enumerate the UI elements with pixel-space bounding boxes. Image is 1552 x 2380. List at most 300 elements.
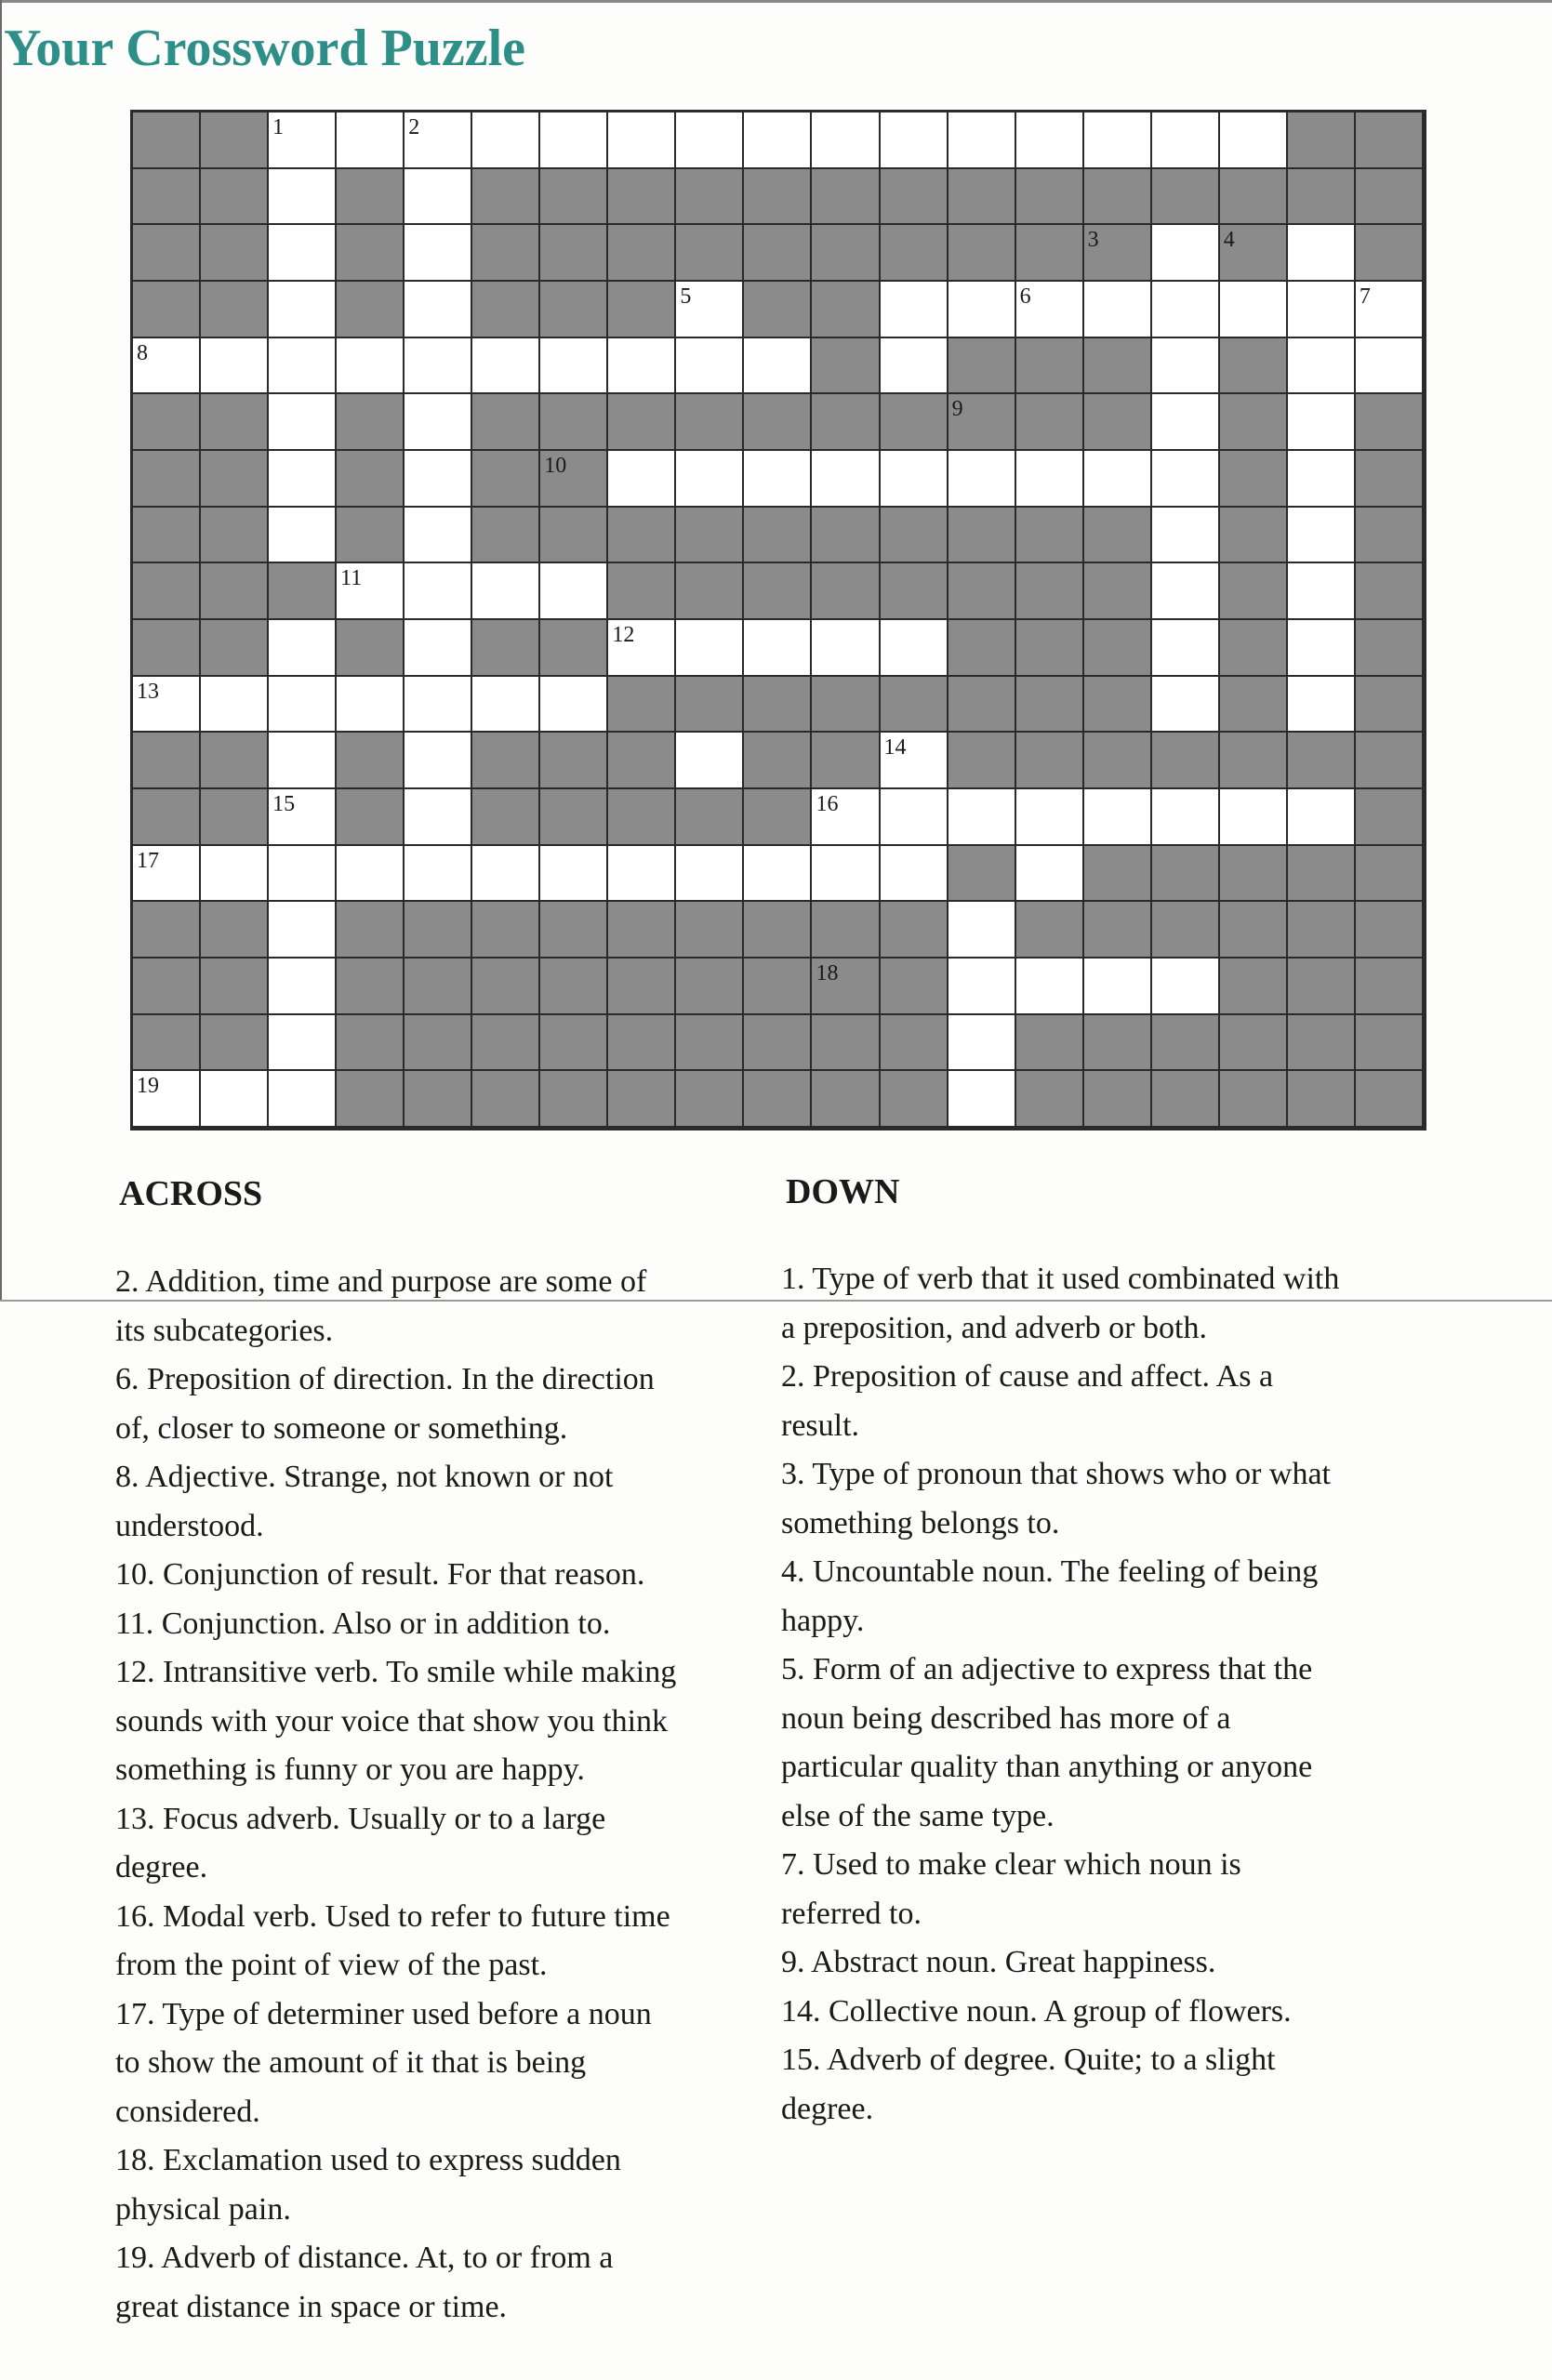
clue-number: 13	[137, 679, 159, 704]
grid-cell-open[interactable]	[201, 677, 269, 734]
grid-cell-open[interactable]	[405, 394, 472, 451]
grid-cell-open[interactable]	[881, 112, 948, 169]
grid-cell-open[interactable]	[744, 620, 812, 677]
grid-cell-open[interactable]	[1288, 620, 1356, 677]
grid-cell-block	[540, 620, 608, 677]
grid-cell-block	[608, 563, 676, 620]
grid-cell-block	[201, 789, 269, 846]
grid-cell-open[interactable]	[1152, 563, 1220, 620]
grid-cell-block	[881, 677, 948, 734]
grid-cell-block	[812, 225, 880, 282]
grid-cell-block	[269, 563, 337, 620]
grid-cell-block	[1220, 169, 1288, 226]
grid-cell-open[interactable]	[269, 1071, 337, 1128]
grid-cell-open[interactable]	[881, 451, 948, 508]
grid-cell-open[interactable]	[1288, 225, 1356, 282]
grid-cell-open[interactable]	[676, 338, 744, 395]
grid-cell-block	[948, 338, 1016, 395]
grid-cell-open[interactable]	[1016, 846, 1084, 903]
grid-cell-open[interactable]	[472, 677, 540, 734]
grid-cell-block	[812, 1071, 880, 1128]
grid-cell-block	[1220, 902, 1288, 959]
grid-cell-open[interactable]	[744, 338, 812, 395]
grid-cell-block	[1016, 563, 1084, 620]
grid-cell-open[interactable]	[472, 563, 540, 620]
grid-cell-open[interactable]	[676, 846, 744, 903]
grid-cell-open[interactable]	[1220, 789, 1288, 846]
grid-cell-open[interactable]	[405, 225, 472, 282]
grid-cell-block	[1356, 563, 1424, 620]
down-clue-line: 5. Form of an adjective to express that the	[781, 1652, 1313, 1686]
grid-cell-open[interactable]	[608, 846, 676, 903]
grid-cell-open[interactable]	[1084, 282, 1152, 338]
grid-cell-open[interactable]	[269, 846, 337, 903]
down-heading: DOWN	[786, 1172, 900, 1211]
grid-cell-block	[1152, 733, 1220, 789]
grid-cell-block	[133, 733, 201, 789]
grid-cell-block	[472, 282, 540, 338]
grid-cell-block	[1084, 563, 1152, 620]
grid-cell-open[interactable]	[1016, 789, 1084, 846]
grid-cell-block	[812, 902, 880, 959]
grid-cell-open[interactable]	[405, 846, 472, 903]
grid-cell-open[interactable]	[405, 620, 472, 677]
grid-cell-open[interactable]	[948, 282, 1016, 338]
grid-cell-block	[1288, 846, 1356, 903]
grid-cell-open[interactable]	[1220, 112, 1288, 169]
grid-cell-open[interactable]	[744, 451, 812, 508]
grid-cell-open[interactable]	[1016, 112, 1084, 169]
grid-cell-open[interactable]	[812, 846, 880, 903]
across-clue-line: great distance in space or time.	[115, 2289, 508, 2324]
grid-cell-block	[1016, 1071, 1084, 1128]
grid-cell-open[interactable]	[1152, 338, 1220, 395]
across-clue-line: 17. Type of determiner used before a noun	[115, 1996, 652, 2031]
grid-cell-block	[337, 733, 405, 789]
grid-cell-open[interactable]	[881, 620, 948, 677]
grid-cell-open[interactable]	[405, 789, 472, 846]
grid-cell-open[interactable]	[1152, 394, 1220, 451]
grid-cell-open[interactable]	[337, 677, 405, 734]
grid-cell-open[interactable]	[948, 959, 1016, 1015]
grid-cell-block	[133, 620, 201, 677]
grid-cell-block	[812, 282, 880, 338]
grid-cell-open[interactable]	[948, 789, 1016, 846]
grid-cell-block	[608, 169, 676, 226]
grid-cell-open[interactable]	[1356, 282, 1424, 338]
grid-cell-block	[1288, 959, 1356, 1015]
grid-cell-block	[133, 789, 201, 846]
grid-cell-block	[540, 451, 608, 508]
grid-cell-open[interactable]	[1152, 959, 1220, 1015]
grid-cell-block	[1220, 620, 1288, 677]
grid-cell-block	[1084, 733, 1152, 789]
clue-number: 15	[272, 791, 296, 816]
grid-cell-block	[676, 225, 744, 282]
across-clue-line: 18. Exclamation used to express sudden	[115, 2143, 621, 2177]
grid-cell-block	[1220, 394, 1288, 451]
grid-cell-open[interactable]	[337, 563, 405, 620]
grid-cell-open[interactable]	[133, 677, 201, 734]
grid-cell-open[interactable]	[1152, 508, 1220, 564]
grid-cell-open[interactable]	[269, 225, 337, 282]
down-clue-line: a preposition, and adverb or both.	[781, 1310, 1207, 1345]
grid-cell-block	[881, 959, 948, 1015]
grid-cell-open[interactable]	[1288, 282, 1356, 338]
grid-cell-block	[540, 789, 608, 846]
grid-cell-block	[133, 563, 201, 620]
grid-cell-open[interactable]	[676, 620, 744, 677]
grid-cell-block	[1084, 169, 1152, 226]
grid-cell-block	[337, 394, 405, 451]
grid-cell-block	[540, 1071, 608, 1128]
grid-cell-block	[337, 225, 405, 282]
grid-cell-block	[1220, 563, 1288, 620]
grid-cell-block	[744, 789, 812, 846]
grid-cell-open[interactable]	[948, 902, 1016, 959]
grid-cell-open[interactable]	[1220, 282, 1288, 338]
grid-cell-block	[1084, 620, 1152, 677]
grid-cell-block	[1152, 1071, 1220, 1128]
grid-cell-block	[337, 1071, 405, 1128]
grid-cell-open[interactable]	[1288, 338, 1356, 395]
grid-cell-block	[881, 1015, 948, 1072]
grid-cell-open[interactable]	[269, 959, 337, 1015]
grid-cell-block	[744, 508, 812, 564]
grid-cell-block	[337, 1015, 405, 1072]
grid-cell-block	[1016, 1015, 1084, 1072]
grid-cell-open[interactable]	[1288, 394, 1356, 451]
grid-cell-block	[608, 789, 676, 846]
down-clue-line: something belongs to.	[781, 1505, 1060, 1540]
grid-cell-open[interactable]	[201, 1071, 269, 1128]
grid-cell-open[interactable]	[1288, 508, 1356, 564]
grid-cell-block	[744, 563, 812, 620]
grid-cell-open[interactable]	[1288, 451, 1356, 508]
grid-cell-block	[608, 1015, 676, 1072]
grid-cell-open[interactable]	[201, 846, 269, 903]
grid-cell-open[interactable]	[405, 112, 472, 169]
grid-cell-open[interactable]	[337, 338, 405, 395]
grid-cell-block	[608, 394, 676, 451]
grid-cell-block	[1084, 225, 1152, 282]
grid-cell-open[interactable]	[133, 338, 201, 395]
grid-cell-block	[1356, 394, 1424, 451]
grid-cell-open[interactable]	[608, 112, 676, 169]
grid-cell-block	[201, 959, 269, 1015]
grid-cell-block	[133, 394, 201, 451]
grid-cell-open[interactable]	[269, 677, 337, 734]
grid-cell-open[interactable]	[948, 1071, 1016, 1128]
down-clue-line: result.	[781, 1408, 860, 1443]
across-clue-line: degree.	[115, 1850, 208, 1884]
left-edge-line	[0, 0, 2, 1302]
grid-cell-block	[812, 394, 880, 451]
grid-cell-open[interactable]	[812, 451, 880, 508]
grid-cell-open[interactable]	[269, 338, 337, 395]
grid-cell-block	[472, 169, 540, 226]
grid-cell-block	[1016, 225, 1084, 282]
grid-cell-open[interactable]	[1152, 225, 1220, 282]
grid-cell-block	[472, 959, 540, 1015]
grid-cell-open[interactable]	[472, 338, 540, 395]
grid-cell-open[interactable]	[676, 451, 744, 508]
grid-cell-open[interactable]	[269, 508, 337, 564]
grid-cell-open[interactable]	[540, 846, 608, 903]
grid-cell-block	[133, 508, 201, 564]
grid-cell-block	[812, 338, 880, 395]
across-clue-line: understood.	[115, 1508, 264, 1543]
grid-cell-block	[337, 620, 405, 677]
grid-cell-open[interactable]	[1084, 451, 1152, 508]
down-clue-line: 4. Uncountable noun. The feeling of being	[781, 1554, 1319, 1589]
grid-cell-open[interactable]	[1016, 282, 1084, 338]
grid-cell-open[interactable]	[881, 338, 948, 395]
across-clue-line: 6. Preposition of direction. In the direction	[115, 1362, 655, 1396]
grid-cell-block	[201, 1015, 269, 1072]
grid-cell-open[interactable]	[337, 846, 405, 903]
clue-number: 11	[340, 566, 363, 591]
grid-cell-block	[405, 959, 472, 1015]
grid-cell-block	[201, 563, 269, 620]
grid-cell-open[interactable]	[405, 451, 472, 508]
grid-cell-open[interactable]	[269, 1015, 337, 1072]
grid-cell-open[interactable]	[1152, 620, 1220, 677]
grid-cell-block	[1220, 846, 1288, 903]
grid-cell-open[interactable]	[405, 338, 472, 395]
grid-cell-block	[744, 902, 812, 959]
grid-cell-block	[201, 733, 269, 789]
grid-cell-open[interactable]	[1288, 677, 1356, 734]
grid-cell-block	[744, 394, 812, 451]
grid-cell-open[interactable]	[676, 733, 744, 789]
grid-cell-block	[1084, 394, 1152, 451]
grid-cell-block	[1356, 1071, 1424, 1128]
grid-cell-open[interactable]	[201, 338, 269, 395]
grid-cell-block	[405, 1015, 472, 1072]
grid-cell-block	[201, 508, 269, 564]
grid-cell-open[interactable]	[881, 846, 948, 903]
grid-cell-block	[1084, 338, 1152, 395]
grid-cell-open[interactable]	[540, 563, 608, 620]
grid-cell-block	[133, 169, 201, 226]
grid-cell-open[interactable]	[269, 789, 337, 846]
grid-cell-open[interactable]	[1356, 338, 1424, 395]
grid-cell-open[interactable]	[1084, 789, 1152, 846]
grid-cell-block	[540, 508, 608, 564]
grid-cell-block	[540, 394, 608, 451]
grid-cell-block	[948, 620, 1016, 677]
grid-cell-open[interactable]	[1288, 789, 1356, 846]
grid-cell-block	[1016, 733, 1084, 789]
grid-cell-open[interactable]	[269, 451, 337, 508]
grid-cell-block	[1356, 733, 1424, 789]
across-clue-line: physical pain.	[115, 2191, 291, 2227]
grid-cell-open[interactable]	[1016, 959, 1084, 1015]
clue-number: 7	[1359, 284, 1371, 309]
grid-cell-block	[337, 508, 405, 564]
grid-cell-open[interactable]	[472, 112, 540, 169]
grid-cell-block	[1356, 789, 1424, 846]
grid-cell-block	[1356, 846, 1424, 903]
grid-cell-block	[1356, 451, 1424, 508]
grid-cell-block	[948, 846, 1016, 903]
grid-cell-block	[1288, 902, 1356, 959]
grid-cell-block	[812, 959, 880, 1015]
grid-cell-block	[881, 902, 948, 959]
grid-cell-block	[1356, 1015, 1424, 1072]
grid-cell-block	[337, 959, 405, 1015]
grid-cell-block	[1356, 902, 1424, 959]
grid-cell-open[interactable]	[676, 282, 744, 338]
top-rule	[0, 0, 1552, 3]
grid-cell-block	[744, 1015, 812, 1072]
grid-cell-open[interactable]	[1152, 112, 1220, 169]
grid-cell-open[interactable]	[405, 677, 472, 734]
grid-cell-block	[1356, 169, 1424, 226]
grid-cell-open[interactable]	[133, 846, 201, 903]
grid-cell-block	[676, 169, 744, 226]
grid-cell-open[interactable]	[812, 789, 880, 846]
grid-cell-open[interactable]	[269, 620, 337, 677]
down-clue-line: 2. Preposition of cause and affect. As a	[781, 1359, 1274, 1394]
grid-cell-open[interactable]	[269, 394, 337, 451]
clue-number: 8	[137, 340, 148, 365]
grid-cell-open[interactable]	[1016, 451, 1084, 508]
grid-cell-open[interactable]	[812, 112, 880, 169]
grid-cell-open[interactable]	[269, 112, 337, 169]
down-clue-line: degree.	[781, 2091, 874, 2126]
down-clue-line: noun being described has more of a	[781, 1700, 1231, 1736]
grid-cell-block	[608, 902, 676, 959]
down-clue-line: 14. Collective noun. A group of flowers.	[781, 1993, 1292, 2029]
grid-cell-open[interactable]	[608, 451, 676, 508]
grid-cell-open[interactable]	[1152, 282, 1220, 338]
crossword-grid	[130, 110, 1426, 1130]
grid-cell-block	[540, 282, 608, 338]
grid-cell-block	[948, 169, 1016, 226]
grid-cell-open[interactable]	[1084, 959, 1152, 1015]
grid-cell-block	[1084, 902, 1152, 959]
grid-cell-open[interactable]	[269, 282, 337, 338]
down-clue-line: else of the same type.	[781, 1798, 1055, 1833]
grid-cell-open[interactable]	[540, 677, 608, 734]
grid-cell-block	[881, 169, 948, 226]
grid-cell-open[interactable]	[1084, 112, 1152, 169]
grid-cell-block	[744, 1071, 812, 1128]
grid-cell-block	[676, 394, 744, 451]
across-clue-line: of, closer to someone or something.	[115, 1410, 568, 1446]
grid-cell-open[interactable]	[1288, 563, 1356, 620]
grid-cell-block	[881, 1071, 948, 1128]
across-clues	[115, 1258, 757, 2332]
grid-cell-block	[1288, 169, 1356, 226]
grid-cell-block	[1288, 1071, 1356, 1128]
grid-cell-block	[201, 451, 269, 508]
grid-cell-block	[472, 225, 540, 282]
grid-cell-block	[948, 225, 1016, 282]
grid-cell-open[interactable]	[133, 1071, 201, 1128]
grid-cell-block	[337, 282, 405, 338]
grid-cell-open[interactable]	[269, 902, 337, 959]
across-clue-line: 2. Addition, time and purpose are some of	[115, 1264, 647, 1299]
grid-cell-open[interactable]	[881, 282, 948, 338]
grid-cell-block	[1356, 959, 1424, 1015]
grid-cell-open[interactable]	[540, 112, 608, 169]
across-heading: ACROSS	[119, 1174, 263, 1213]
grid-cell-block	[812, 677, 880, 734]
grid-cell-open[interactable]	[269, 169, 337, 226]
down-clues	[781, 1255, 1451, 2134]
clue-number: 9	[951, 397, 963, 422]
grid-cell-open[interactable]	[948, 112, 1016, 169]
grid-cell-open[interactable]	[472, 846, 540, 903]
grid-cell-open[interactable]	[269, 733, 337, 789]
grid-cell-block	[201, 902, 269, 959]
grid-cell-block	[540, 1015, 608, 1072]
grid-cell-block	[1220, 1071, 1288, 1128]
grid-cell-open[interactable]	[881, 733, 948, 789]
grid-cell-block	[1016, 508, 1084, 564]
grid-cell-open[interactable]	[1152, 451, 1220, 508]
grid-cell-open[interactable]	[744, 846, 812, 903]
grid-cell-open[interactable]	[540, 338, 608, 395]
grid-cell-block	[1356, 508, 1424, 564]
grid-cell-block	[133, 112, 201, 169]
grid-cell-open[interactable]	[405, 282, 472, 338]
grid-cell-block	[881, 394, 948, 451]
grid-cell-open[interactable]	[881, 789, 948, 846]
grid-cell-block	[540, 733, 608, 789]
grid-cell-block	[1016, 169, 1084, 226]
grid-cell-open[interactable]	[1152, 677, 1220, 734]
grid-cell-block	[812, 1015, 880, 1072]
grid-cell-block	[948, 508, 1016, 564]
down-clue-line: particular quality than anything or anyone	[781, 1750, 1313, 1784]
grid-cell-block	[1152, 1015, 1220, 1072]
grid-cell-block	[1288, 733, 1356, 789]
grid-cell-open[interactable]	[948, 451, 1016, 508]
grid-cell-open[interactable]	[744, 112, 812, 169]
grid-cell-open[interactable]	[1152, 789, 1220, 846]
clue-number: 3	[1087, 228, 1099, 253]
across-clue-line: something is funny or you are happy.	[115, 1752, 585, 1787]
grid-cell-block	[472, 394, 540, 451]
grid-cell-open[interactable]	[948, 1015, 1016, 1072]
grid-cell-block	[1152, 846, 1220, 903]
across-clue-line: from the point of view of the past.	[115, 1948, 548, 1982]
grid-cell-open[interactable]	[676, 112, 744, 169]
grid-cell-open[interactable]	[405, 563, 472, 620]
down-clue-line: referred to.	[781, 1896, 922, 1931]
grid-cell-open[interactable]	[608, 338, 676, 395]
grid-cell-open[interactable]	[405, 508, 472, 564]
grid-cell-block	[405, 1071, 472, 1128]
grid-cell-block	[1356, 225, 1424, 282]
grid-cell-open[interactable]	[812, 620, 880, 677]
grid-cell-open[interactable]	[337, 112, 405, 169]
grid-cell-block	[540, 225, 608, 282]
grid-cell-block	[948, 563, 1016, 620]
grid-cell-open[interactable]	[405, 169, 472, 226]
across-clue-line: sounds with your voice that show you think	[115, 1703, 669, 1739]
clue-number: 16	[816, 791, 839, 816]
grid-cell-block	[472, 451, 540, 508]
grid-cell-open[interactable]	[608, 620, 676, 677]
grid-cell-open[interactable]	[405, 733, 472, 789]
grid-cell-block	[337, 902, 405, 959]
grid-cell-block	[608, 677, 676, 734]
